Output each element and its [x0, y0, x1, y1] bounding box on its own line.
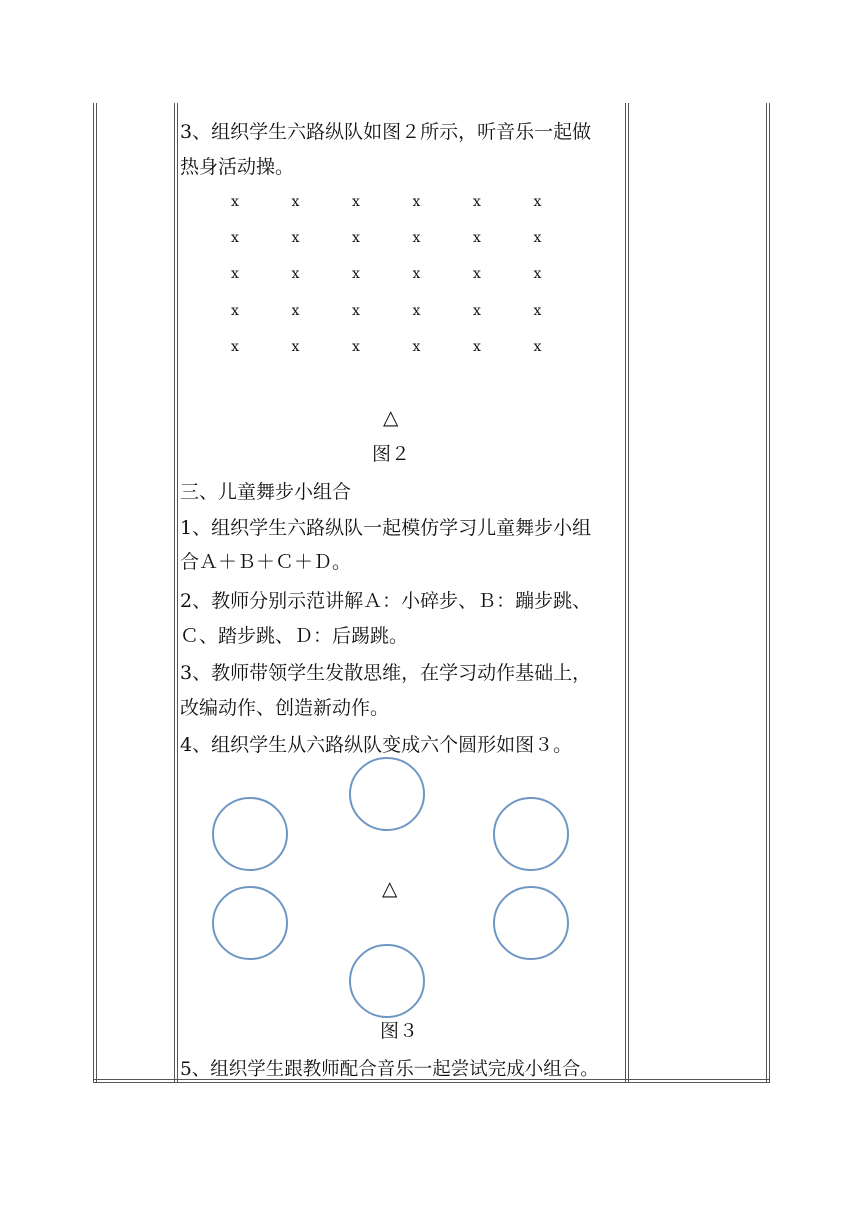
group-circle [213, 798, 287, 870]
student-mark: x [231, 194, 239, 210]
student-mark: x [231, 230, 239, 247]
student-mark: x [352, 302, 360, 319]
student-mark: x [412, 230, 421, 247]
student-mark: x [473, 194, 481, 210]
group-circle [213, 887, 287, 959]
student-mark: x [231, 338, 239, 355]
group-circle [494, 798, 568, 870]
student-mark: x [291, 302, 300, 319]
group-circle [350, 945, 424, 1017]
student-mark: x [231, 266, 239, 283]
student-mark: x [412, 302, 421, 319]
student-mark: x [533, 338, 542, 355]
student-mark: x [473, 338, 481, 355]
student-mark: x [473, 230, 481, 247]
student-mark: x [352, 230, 360, 247]
student-mark: x [291, 230, 300, 247]
text-line: 1、组织学生六路纵队一起模仿学习儿童舞步小组 [180, 517, 592, 539]
student-mark: x [473, 302, 481, 319]
student-mark: x [533, 266, 542, 283]
student-mark: x [412, 338, 421, 355]
section-heading: 三、儿童舞步小组合 [180, 481, 352, 503]
student-mark: x [291, 338, 300, 355]
student-mark: x [352, 338, 360, 355]
student-mark: x [533, 302, 542, 319]
teacher-triangle: △ [382, 876, 398, 900]
student-mark: x [412, 194, 421, 210]
text-line: Ｃ、踏步跳、Ｄ：后踢跳。 [180, 625, 409, 647]
student-mark: x [291, 194, 300, 210]
teacher-triangle: △ [383, 405, 399, 429]
group-circle [350, 758, 424, 830]
student-mark: x [412, 266, 421, 283]
figure-caption: 图３ [380, 1020, 419, 1042]
student-mark: x [473, 266, 481, 283]
student-mark: x [291, 266, 300, 283]
group-circle [494, 887, 568, 959]
text-line: 5、组织学生跟教师配合音乐一起尝试完成小组合。 [180, 1059, 599, 1080]
text-line: 3、教师带领学生发散思维，在学习动作基础上， [180, 662, 592, 684]
text-line: 合Ａ＋Ｂ＋Ｃ＋Ｄ。 [180, 551, 352, 573]
student-mark: x [533, 230, 542, 247]
text-line: 2、教师分别示范讲解Ａ：小碎步、Ｂ：蹦步跳、 [180, 590, 592, 612]
text-line: 3、组织学生六路纵队如图２所示，听音乐一起做 [180, 121, 592, 143]
figure-caption: 图２ [372, 443, 411, 465]
student-mark: x [352, 194, 360, 210]
text-line: 热身活动操。 [180, 156, 295, 178]
text-line: 4、组织学生从六路纵队变成六个圆形如图３。 [180, 734, 573, 756]
student-mark: x [231, 302, 239, 319]
student-mark: x [352, 266, 360, 283]
text-line: 改编动作、创造新动作。 [180, 697, 390, 719]
student-mark: x [533, 194, 542, 210]
